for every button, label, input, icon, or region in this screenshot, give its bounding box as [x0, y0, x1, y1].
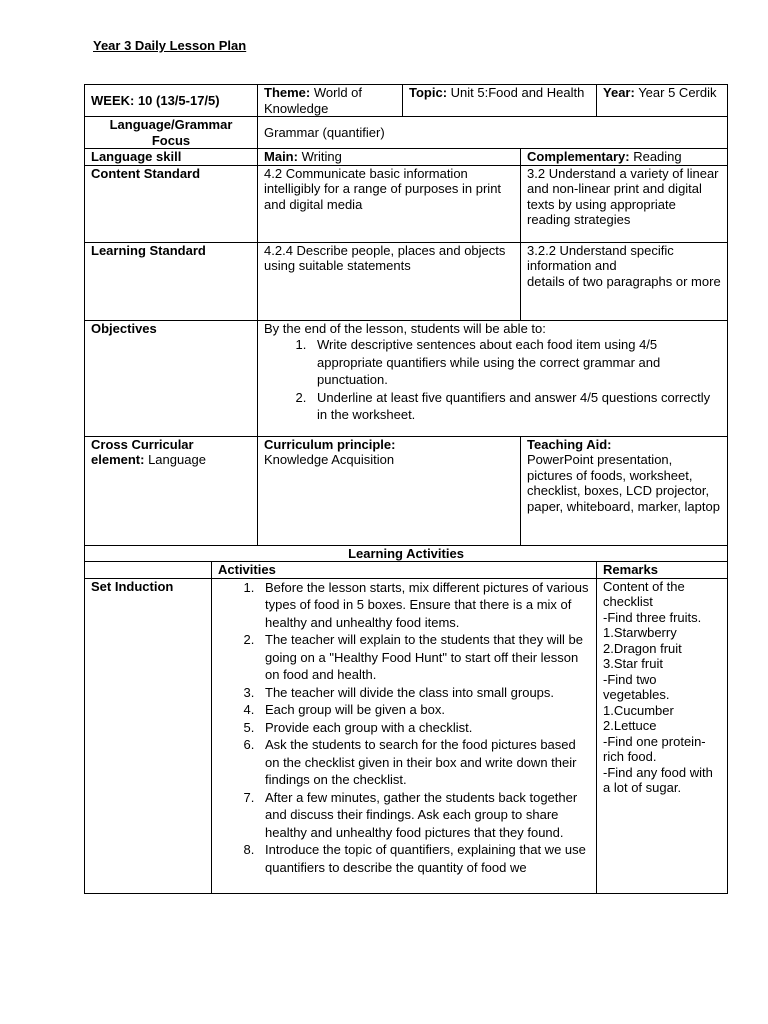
learning-standard-label: Learning Standard — [85, 242, 258, 320]
main-skill-label: Main: — [264, 149, 298, 164]
teaching-aid-cell — [521, 436, 728, 545]
remark-line: -Find two vegetables. — [603, 671, 670, 702]
remark-line: 2.Lettuce — [603, 718, 657, 733]
cross-curricular-cell — [85, 436, 258, 545]
learning-standard-comp-line1: 3.2.2 Understand specific information and — [527, 242, 674, 273]
set-induction-row — [85, 578, 728, 893]
remarks-cell — [597, 578, 728, 893]
topic-label: Topic: — [409, 85, 448, 100]
objectives-label: Objectives — [85, 320, 258, 436]
element-value: Language — [144, 452, 206, 467]
comp-skill-value: Reading — [629, 149, 682, 164]
remark-line: -Find three fruits. — [603, 609, 702, 625]
year-value: Year 5 Cerdik — [634, 85, 717, 100]
remark-line: 1.Starwberry — [603, 625, 677, 640]
focus-value: Grammar (quantifier) — [258, 117, 728, 149]
focus-row — [85, 117, 728, 149]
remark-line: 3.Star fruit — [603, 656, 663, 671]
main-skill-cell — [258, 149, 521, 166]
content-standard-label: Content Standard — [85, 165, 258, 242]
curriculum-principle-label: Curriculum principle: — [264, 436, 396, 452]
skill-row — [85, 149, 728, 166]
objective-item: 2. Underline at least five quantifiers and answer 4/5 questions correctly in the worksheet. — [310, 389, 721, 424]
activities-list — [218, 579, 590, 877]
remark-line: 2.Dragon fruit — [603, 640, 682, 656]
activity-step: 2. The teacher will explain to the students that they will be going on a "Healthy Food Hunt" to start off their lesson on food and health. — [258, 631, 590, 684]
cross-curricular-label: Cross Curricular — [91, 436, 194, 452]
comp-skill-cell — [521, 149, 728, 166]
curriculum-principle-value: Knowledge Acquisition — [264, 452, 395, 467]
objective-item: 1. Write descriptive sentences about each food item using 4/5 appropriate quantifiers while using the correct grammar and punctuation. — [310, 336, 721, 389]
remark-line: 1.Cucumber — [603, 702, 674, 718]
activity-step: 3. The teacher will divide the class into small groups. — [258, 684, 590, 702]
theme-cell — [258, 85, 403, 117]
focus-label: Language/Grammar Focus — [85, 117, 258, 149]
learning-standard-row — [85, 242, 728, 320]
learning-standard-main: 4.2.4 Describe people, places and objects using suitable statements — [258, 242, 521, 320]
week-cell: WEEK: 10 (13/5-17/5) — [85, 85, 258, 117]
document-title: Year 3 Daily Lesson Plan — [93, 38, 247, 53]
teaching-aid-value: PowerPoint presentation, pictures of foods, worksheet, checklist, boxes, LCD projector, paper, whiteboard, marker, laptop — [527, 452, 720, 514]
activities-cell — [212, 578, 597, 893]
objectives-cell — [258, 320, 728, 436]
remark-line: Content of the checklist — [603, 578, 685, 609]
topic-cell — [403, 85, 597, 117]
lesson-plan-table — [84, 84, 728, 894]
set-induction-label: Set Induction — [85, 578, 212, 893]
year-label: Year: — [603, 85, 635, 100]
content-standard-comp: 3.2 Understand a variety of linear and non-linear print and digital texts by using appropriate reading strategies — [521, 165, 728, 242]
skill-label: Language skill — [85, 149, 258, 166]
topic-value: Unit 5:Food and Health — [447, 85, 585, 100]
remark-line: -Find any food with a lot of sugar. — [603, 764, 713, 795]
remarks-heading: Remarks — [597, 562, 728, 579]
activity-step: 4. Each group will be given a box. — [258, 701, 590, 719]
activity-step: 6. Ask the students to search for the food pictures based on the checklist given in their box and write down their findings on the checklist. — [258, 736, 590, 789]
activity-step: 1. Before the lesson starts, mix different pictures of various types of food in 5 boxes. Ensure that there is a mix of healthy and unhealthy food items. — [258, 579, 590, 632]
stage-heading-cell — [85, 562, 212, 579]
objectives-row — [85, 320, 728, 436]
curriculum-principle-cell — [258, 436, 521, 545]
activity-step: 5. Provide each group with a checklist. — [258, 719, 590, 737]
learning-standard-comp-line2: details of two paragraphs or more — [527, 273, 721, 289]
activity-step: 8. Introduce the topic of quantifiers, explaining that we use quantifiers to describe the quantity of food we — [258, 841, 590, 876]
activities-subheading-row — [85, 562, 728, 579]
theme-label: Theme: — [264, 85, 311, 100]
main-skill-value: Writing — [297, 149, 342, 164]
theme-value: World of Knowledge — [264, 85, 363, 116]
objectives-intro: By the end of the lesson, students will be able to: — [264, 320, 546, 336]
remark-line: -Find one protein-rich food. — [603, 733, 706, 764]
learning-standard-comp — [521, 242, 728, 320]
activities-heading: Activities — [212, 562, 597, 579]
learning-activities-heading: Learning Activities — [85, 545, 728, 562]
comp-skill-label: Complementary: — [527, 149, 630, 164]
content-standard-row — [85, 165, 728, 242]
activity-step: 7. After a few minutes, gather the students back together and discuss their findings. Ask each group to share healthy and unhealthy food pictures that they found. — [258, 789, 590, 842]
year-cell — [597, 85, 728, 117]
cross-curricular-row — [85, 436, 728, 545]
learning-activities-heading-row — [85, 545, 728, 562]
header-row — [85, 85, 728, 117]
element-label: element: — [91, 452, 145, 467]
content-standard-main: 4.2 Communicate basic information intelligibly for a range of purposes in print and digital media — [258, 165, 521, 242]
teaching-aid-label: Teaching Aid: — [527, 436, 612, 452]
objectives-list — [264, 336, 721, 424]
